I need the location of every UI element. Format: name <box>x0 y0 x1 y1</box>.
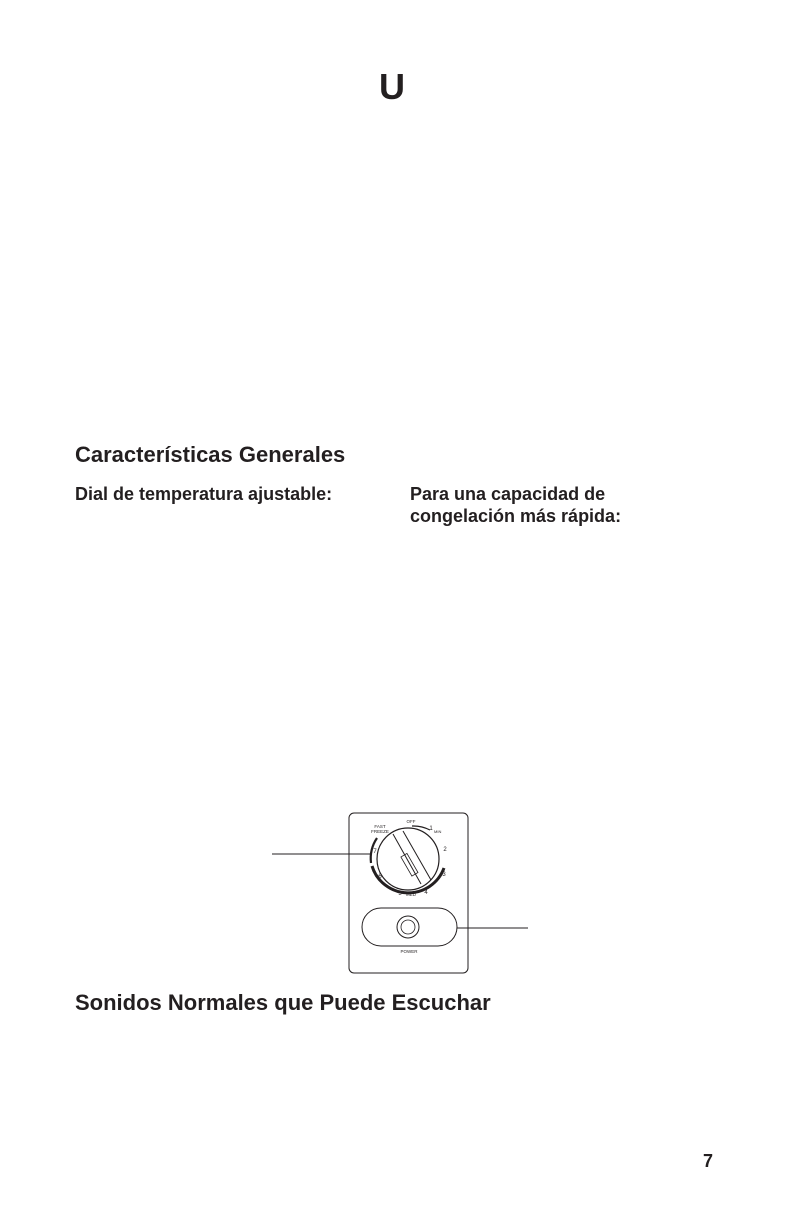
fast-freeze-heading <box>410 483 621 527</box>
off-label: OFF <box>406 819 416 824</box>
dial-number-4: 4 <box>424 890 428 896</box>
page-number: 7 <box>703 1151 714 1171</box>
dial-number-6: 6 <box>378 874 382 880</box>
fast-freeze-heading-line-1: Para una capacidad de <box>410 484 606 504</box>
fast-freeze-label-line-2: FREEZE <box>371 829 389 834</box>
min-label: MIN <box>434 829 442 834</box>
fast-freeze-label-line-1: FAST <box>374 824 386 829</box>
general-features-heading: Características Generales <box>75 442 346 467</box>
control-panel-illustration <box>270 810 532 976</box>
dial-heading: Dial de temperatura ajustable: <box>75 484 333 504</box>
dial-number-2: 2 <box>443 847 447 853</box>
dial-number-3: 3 <box>442 872 446 878</box>
normal-sounds-heading: Sonidos Normales que Puede Escuchar <box>75 990 491 1015</box>
dial-number-1: 1 <box>429 826 433 832</box>
power-button <box>397 916 419 938</box>
section-letter: U <box>379 66 405 107</box>
temperature-dial <box>377 828 442 890</box>
dial-number-5: 5 <box>398 891 402 897</box>
med-label: MED <box>406 892 416 897</box>
fast-freeze-heading-line-2: congelación más rápida: <box>410 506 622 526</box>
dial-number-7: 7 <box>373 849 377 855</box>
power-label: POWER <box>400 949 418 954</box>
